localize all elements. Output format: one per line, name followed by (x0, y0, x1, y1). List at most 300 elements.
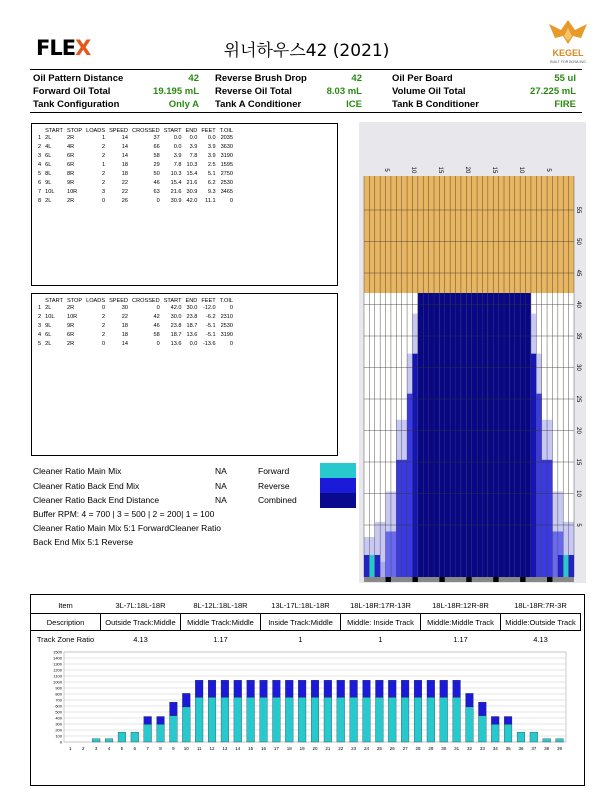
table-cell: 2 (38, 144, 42, 150)
chart-bar-forward (517, 732, 525, 742)
column-header: END (185, 298, 198, 304)
table-row (36, 161, 235, 170)
chart-x-tick-label: 29 (428, 746, 434, 751)
table-cell: 0 (156, 198, 160, 204)
table-cell: 2.5 (207, 162, 216, 168)
table-cell: -13.6 (202, 341, 216, 347)
table-cell: 6.2 (207, 180, 216, 186)
chart-bar-forward (311, 697, 319, 742)
column-header: START (45, 128, 63, 134)
board-forward-strip (563, 555, 568, 577)
foul-dot (386, 577, 391, 582)
chart-bar-forward (208, 697, 216, 742)
chart-x-tick-label: 37 (531, 746, 537, 751)
table-cell: 14 (121, 153, 129, 159)
chart-bar-reverse (388, 680, 396, 697)
chart-x-tick-label: 21 (325, 746, 331, 751)
info-divider (30, 112, 582, 113)
table-cell: 2R (66, 341, 75, 347)
table-cell: 18 (121, 171, 129, 177)
arrow-label: 15 (490, 166, 497, 174)
chart-x-tick-label: 20 (312, 746, 318, 751)
chart-x-tick-label: 31 (454, 746, 460, 751)
chart-x-tick-label: 14 (235, 746, 241, 751)
chart-x-tick-label: 8 (159, 746, 162, 751)
chart-y-tick-label: 1100 (53, 673, 62, 679)
board-oil-fill (536, 394, 541, 577)
table-cell: 4L (45, 144, 52, 150)
chart-bar-reverse (311, 680, 319, 697)
arrow-label: 10 (517, 166, 524, 174)
chart-x-tick-label: 12 (209, 746, 215, 751)
chart-bar-reverse (170, 702, 178, 716)
table-cell: -5.1 (206, 323, 216, 329)
table-cell: -6.2 (206, 314, 216, 320)
chart-bar-forward (170, 716, 178, 742)
column-header: START (45, 298, 63, 304)
table-cell: 3190 (220, 153, 234, 159)
column-header: SPEED (109, 128, 129, 134)
table-cell: 4 (38, 332, 42, 338)
info-oil-pattern-distance: Oil Pattern Distance 42 (33, 73, 199, 84)
board-forward-strip (558, 555, 563, 577)
table-row (36, 152, 235, 161)
lane-oil-graphic (359, 122, 586, 583)
distance-label: 15 (575, 458, 581, 466)
table-cell: 0 (229, 305, 234, 311)
table-cell: 30.9 (186, 189, 198, 195)
chart-x-tick-label: 4 (107, 746, 111, 751)
chart-x-tick-label: 3 (94, 746, 98, 751)
chart-bar-forward (260, 697, 268, 742)
zone-col-6: 18L-18R:7R-3R (514, 600, 567, 610)
board-oil-fill (488, 293, 493, 577)
chart-bar-forward (182, 707, 190, 742)
table-cell: 18 (121, 323, 129, 329)
table-cell: 5 (38, 341, 42, 347)
chart-y-tick-label: 1300 (53, 661, 62, 667)
forward-table-grid (36, 128, 235, 206)
board-oil-chart (36, 648, 576, 780)
arrow-label: 5 (383, 168, 390, 172)
board-oil-fill (547, 460, 552, 577)
table-cell: 1 (38, 135, 42, 141)
table-cell: 30.0 (186, 305, 198, 311)
page-title: 위너하우스42 (2021) (223, 41, 390, 61)
board-oil-fill (439, 293, 444, 577)
zone-desc-2: Middle Track:Middle (181, 614, 261, 631)
chart-y-tick-label: 600 (55, 703, 62, 709)
table-cell: 2 (101, 323, 106, 329)
info-tank-configuration: Tank Configuration Only A (33, 99, 199, 110)
zone-ratio-row (31, 631, 581, 648)
table-row (36, 143, 235, 152)
table-cell: 2530 (220, 180, 234, 186)
board-oil-fill (531, 354, 536, 577)
table-cell: -5.1 (206, 332, 216, 338)
chart-x-tick-label: 1 (69, 746, 72, 751)
kegel-logo (545, 16, 591, 66)
distance-label: 35 (575, 332, 581, 340)
reverse-loads-table (31, 293, 338, 456)
chart-y-tick-label: 1500 (53, 649, 62, 655)
zone-ratio-4: 1 (378, 634, 383, 644)
table-cell: 26 (121, 198, 129, 204)
table-cell: 14 (121, 341, 129, 347)
chart-bar-reverse (478, 702, 486, 716)
table-cell: -12.0 (202, 305, 216, 311)
distance-label: 30 (575, 364, 581, 371)
table-cell: 10R (66, 314, 78, 320)
table-cell: 37 (153, 135, 160, 141)
chart-bar-reverse (401, 680, 409, 697)
chart-bar-reverse (285, 680, 293, 697)
table-cell: 3.9 (207, 153, 216, 159)
zone-ratio-6: 4.13 (533, 634, 548, 644)
board-forward-strip (375, 555, 380, 577)
board-oil-fill (423, 293, 428, 577)
table-cell: 22 (121, 189, 129, 195)
arrow-label: 10 (410, 166, 417, 174)
zone-description-row (31, 614, 581, 631)
table-cell: 0 (229, 341, 234, 347)
table-cell: 0 (156, 305, 160, 311)
distance-label: 55 (575, 206, 581, 214)
zone-desc-4: Middle: Inside Track (341, 614, 421, 631)
legend-combined-label: Combined (258, 495, 297, 505)
legend-reverse-swatch (320, 478, 356, 493)
table-cell: 42.0 (186, 198, 198, 204)
chart-bar-reverse (491, 717, 499, 725)
chart-x-tick-label: 26 (389, 746, 395, 751)
zone-ratio-2: 1.17 (213, 634, 228, 644)
table-cell: 2 (101, 153, 106, 159)
table-cell: 3 (101, 189, 106, 195)
chart-x-tick-label: 35 (505, 746, 511, 751)
column-header: T.OIL (219, 298, 234, 304)
chart-bar-reverse (504, 717, 512, 725)
chart-bar-reverse (195, 680, 203, 697)
board-oil-fill (429, 293, 434, 577)
chart-x-tick-label: 25 (376, 746, 382, 751)
table-cell: 6R (66, 153, 75, 159)
board-oil-fill (380, 562, 385, 577)
chart-bar-forward (105, 739, 113, 742)
chart-x-tick-label: 23 (351, 746, 357, 751)
table-cell: 9R (66, 180, 75, 186)
chart-bar-reverse (324, 680, 332, 697)
column-header: SPEED (109, 298, 129, 304)
table-cell: 6R (66, 332, 75, 338)
chart-bar-forward (363, 697, 371, 742)
forward-loads-table (31, 123, 338, 286)
chart-bar-reverse (144, 717, 152, 725)
table-cell: 6 (38, 180, 42, 186)
table-row (36, 340, 235, 349)
reverse-table-grid (36, 298, 235, 349)
info-oil-per-board: Oil Per Board 55 ul (392, 73, 576, 84)
info-reverse-oil-total: Reverse Oil Total 8.03 mL (215, 86, 362, 97)
board-forward-strip (569, 555, 574, 577)
chart-bar-reverse (208, 680, 216, 697)
chart-x-tick-label: 10 (183, 746, 189, 751)
table-cell: 46 (153, 323, 160, 329)
table-cell: 66 (153, 144, 160, 150)
table-cell: 8 (38, 198, 42, 204)
chart-bar-reverse (414, 680, 422, 697)
buffer-rpm-note: Buffer RPM: 4 = 700 | 3 = 500 | 2 = 200| 1 = 100 (33, 509, 215, 519)
table-cell: 3465 (220, 189, 234, 195)
zone-col-3: 13L-17L:18L-18R (271, 600, 330, 610)
zone-ratio-label: Track Zone Ratio (36, 634, 95, 644)
table-cell: 14 (121, 144, 129, 150)
chart-bar-forward (144, 724, 152, 742)
chart-bar-forward (556, 739, 564, 742)
cleaner-back-end-distance-value: NA (215, 495, 227, 505)
chart-bar-reverse (182, 693, 190, 707)
chart-bar-reverse (157, 717, 165, 725)
chart-bar-forward (247, 697, 255, 742)
kegel-bird-icon (545, 16, 591, 66)
chart-bar-reverse (234, 680, 242, 697)
cleaner-back-end-mix-label: Cleaner Ratio Back End Mix (33, 481, 140, 491)
table-cell: 22 (121, 314, 129, 320)
table-cell: 23.8 (170, 323, 182, 329)
zone-desc-1: Outside Track:Middle (101, 614, 181, 631)
chart-x-tick-label: 2 (82, 746, 85, 751)
table-cell: 2L (45, 341, 52, 347)
table-cell: 10.3 (186, 162, 198, 168)
chart-y-tick-label: 0 (59, 739, 62, 745)
chart-y-tick-label: 900 (55, 685, 62, 691)
table-cell: 9R (66, 323, 75, 329)
board-oil-fill (386, 532, 391, 577)
zone-desc-6: Middle:Outside Track (501, 614, 581, 631)
column-header: FEET (201, 298, 216, 304)
distance-label: 45 (575, 269, 581, 277)
chart-x-tick-label: 38 (544, 746, 550, 751)
table-cell: 18.7 (186, 323, 198, 329)
chart-bar-forward (131, 732, 139, 742)
board-oil-chart-svg (36, 648, 576, 780)
chart-bar-forward (273, 697, 281, 742)
table-cell: 42 (153, 314, 160, 320)
kegel-text: KEGEL (552, 48, 584, 58)
column-header: LOADS (86, 298, 106, 304)
table-cell: 0 (101, 198, 106, 204)
header-divider (30, 69, 582, 70)
table-cell: 42.0 (170, 305, 182, 311)
track-zone-table (30, 597, 581, 647)
board-forward-strip (369, 555, 374, 577)
chart-bar-forward (440, 697, 448, 742)
board-oil-fill (402, 460, 407, 577)
chart-x-tick-label: 24 (363, 746, 369, 751)
table-cell: 10.3 (170, 171, 182, 177)
chart-bar-forward (375, 697, 383, 742)
chart-bar-forward (543, 739, 551, 742)
chart-bar-reverse (273, 680, 281, 697)
table-cell: 29 (153, 162, 160, 168)
table-cell: 13.6 (186, 332, 198, 338)
chart-bar-forward (118, 732, 126, 742)
table-cell: 10L (45, 189, 55, 195)
column-header: CROSSED (132, 298, 160, 304)
chart-x-tick-label: 18 (286, 746, 292, 751)
table-cell: 0.0 (189, 341, 198, 347)
chart-bar-forward (491, 724, 499, 742)
table-cell: 1 (38, 305, 42, 311)
cleaner-main-mix-value: NA (215, 466, 227, 476)
table-cell: 15.4 (186, 171, 198, 177)
chart-bar-reverse (221, 680, 229, 697)
table-cell: 6L (45, 332, 52, 338)
board-oil-fill (542, 460, 547, 577)
table-cell: 21.6 (170, 189, 182, 195)
chart-bar-forward (530, 732, 538, 742)
chart-x-tick-label: 9 (172, 746, 175, 751)
cleaner-main-mix-label: Cleaner Ratio Main Mix (33, 466, 122, 476)
chart-x-tick-label: 5 (120, 746, 124, 751)
table-cell: 2L (45, 135, 52, 141)
foul-dot (466, 577, 471, 582)
chart-bar-forward (427, 697, 435, 742)
column-header: STOP (66, 298, 83, 304)
chart-y-tick-label: 700 (55, 697, 62, 703)
column-header: END (185, 128, 198, 134)
chart-y-tick-label: 1200 (53, 667, 62, 673)
chart-bar-reverse (466, 693, 474, 707)
table-cell: 2 (101, 144, 106, 150)
chart-x-tick-label: 30 (441, 746, 447, 751)
table-cell: 2L (45, 198, 52, 204)
board-oil-fill (445, 293, 450, 577)
chart-bar-forward (466, 707, 474, 742)
distance-label: 25 (575, 395, 581, 403)
arrow-label: 15 (437, 166, 444, 174)
table-cell: 2 (101, 180, 106, 186)
chart-x-tick-label: 27 (402, 746, 408, 751)
board-oil-white (369, 293, 374, 577)
chart-bar-reverse (375, 680, 383, 697)
table-cell: 7.8 (189, 153, 198, 159)
table-cell: 0.0 (207, 135, 216, 141)
table-cell: 63 (153, 189, 160, 195)
table-cell: 50 (153, 171, 160, 177)
zone-ratio-1: 4.13 (133, 634, 148, 644)
table-cell: 0.0 (173, 144, 182, 150)
table-cell: 6L (45, 162, 52, 168)
chart-x-tick-label: 6 (133, 746, 137, 751)
chart-bar-reverse (247, 680, 255, 697)
chart-bar-forward (285, 697, 293, 742)
table-cell: 30.0 (170, 314, 182, 320)
table-cell: 3.9 (189, 144, 198, 150)
table-row (36, 134, 235, 143)
zone-col-5: 18L-18R:12R-8R (432, 600, 489, 610)
arrow-label: 5 (544, 168, 551, 172)
foul-dot (520, 577, 525, 582)
table-cell: 9L (45, 180, 52, 186)
table-cell: 0.0 (173, 135, 182, 141)
table-cell: 1 (101, 135, 106, 141)
table-cell: 2R (66, 198, 75, 204)
chart-bar-forward (453, 697, 461, 742)
chart-bar-forward (298, 697, 306, 742)
table-cell: 13.6 (170, 341, 182, 347)
table-cell: 2 (38, 314, 42, 320)
table-cell: 3.9 (173, 153, 182, 159)
table-cell: 11.1 (205, 198, 216, 204)
board-oil-fill (504, 293, 509, 577)
chart-bar-reverse (427, 680, 435, 697)
chart-x-tick-label: 11 (196, 746, 202, 751)
chart-bar-forward (92, 739, 100, 742)
info-reverse-brush-drop: Reverse Brush Drop 42 (215, 73, 362, 84)
column-header: START (163, 128, 182, 134)
column-header: START (163, 298, 182, 304)
table-cell: 9.3 (207, 189, 216, 195)
zone-col-1: 3L-7L:18L-18R (115, 600, 166, 610)
chart-y-tick-label: 800 (55, 691, 62, 697)
board-oil-fill (412, 354, 417, 577)
table-cell: 2L (45, 305, 52, 311)
foul-dot (493, 577, 498, 582)
board-forward-strip (364, 555, 369, 577)
distance-label: 20 (575, 427, 581, 434)
column-header: CROSSED (132, 128, 160, 134)
board-oil-fill (482, 293, 487, 577)
table-cell: 5.1 (207, 171, 216, 177)
legend-forward-label: Forward (258, 466, 290, 476)
legend-forward-swatch (320, 463, 356, 478)
chart-y-tick-label: 200 (55, 727, 62, 733)
table-cell: 3 (38, 323, 42, 329)
distance-label: 50 (575, 238, 581, 245)
chart-bar-forward (414, 697, 422, 742)
board-oil-fill (450, 293, 455, 577)
zone-ratio-5: 1.17 (453, 634, 468, 644)
lane-oil-svg (359, 122, 586, 583)
board-oil-fill (456, 293, 461, 577)
board-oil-fill (526, 293, 531, 577)
foul-dot (547, 577, 552, 582)
zone-header-row (31, 597, 581, 614)
board-oil-fill (472, 293, 477, 577)
chart-x-tick-label: 32 (466, 746, 472, 751)
table-cell: 2 (101, 314, 106, 320)
board-oil-fill (434, 293, 439, 577)
table-row (36, 170, 235, 179)
chart-x-tick-label: 39 (557, 746, 563, 751)
table-cell: 58 (153, 332, 160, 338)
table-cell: 10R (66, 189, 78, 195)
table-cell: 9L (45, 323, 52, 329)
chart-bar-reverse (440, 680, 448, 697)
table-row (36, 331, 235, 340)
board-oil-fill (461, 293, 466, 577)
chart-bar-forward (324, 697, 332, 742)
cleaner-back-end-mix-value: NA (215, 481, 227, 491)
legend-reverse-label: Reverse (258, 481, 290, 491)
zone-col-2: 8L-12L:18L-18R (193, 600, 248, 610)
chart-bar-reverse (363, 680, 371, 697)
info-volume-oil-total: Volume Oil Total 27.225 mL (392, 86, 576, 97)
table-row (36, 188, 235, 197)
kegel-tag: BUILT FOR BOWLING (550, 60, 586, 64)
distance-label: 10 (575, 490, 581, 497)
board-oil-fill (418, 293, 423, 577)
